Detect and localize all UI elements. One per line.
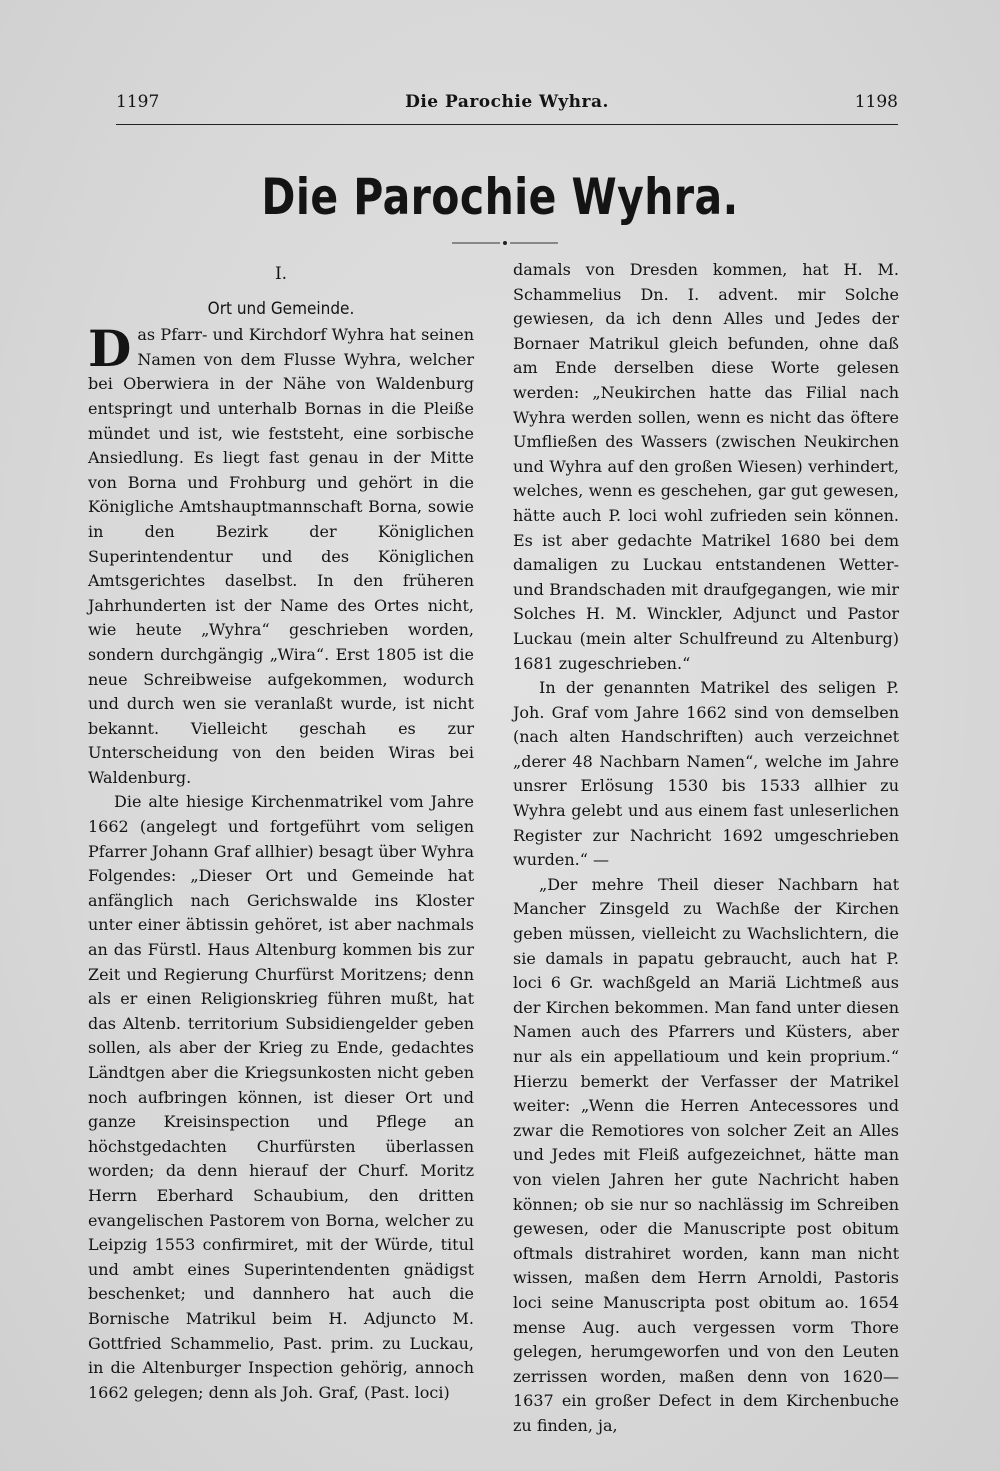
- running-header: [116, 92, 898, 120]
- page-number-left: 1197: [116, 92, 160, 112]
- section-number: I.: [274, 264, 288, 284]
- paragraph: damals von Dresden kommen, hat H. M. Schammelius Dn. I. advent. mir Solche gewiesen, da ich denn Alles und Jedes der Bornaer Matrikul gleich befunden, ohne daß am Ende derselben diese Worte gelesen werden: „Neukirchen hatte das Filial nach Wyhra werden sollen, wenn es nicht das öftere Umfließen des Wassers (zwischen Neukirchen und Wyhra auf den großen Wiesen) verhindert, welches, wenn es geschehen, gar gut gewesen, hätte auch P. loci wohl zufrieden sein können. Es ist aber gedachte Matrikel 1680 bei dem damaligen zu Luckau entstandenen Wetter- und Brandschaden mit draufgegangen, wie mir Solches H. M. Winckler, Adjunct und Pastor Luckau (mein alter Schulfreund zu Altenburg) 1681 zugeschrieben.“: [513, 260, 899, 673]
- ornament-divider: [452, 240, 558, 246]
- section-heading: Ort und Gemeinde.: [207, 298, 355, 319]
- paragraph: In der genannten Matrikel des seligen P. Joh. Graf vom Jahre 1662 sind von demselben (nach alten Handschriften) auch verzeichnet „derer 48 Nachbarn Namen“, welche im Jahre unsrer Erlösung 1530 bis 1533 allhier zu Wyhra gelebt und aus einem fast unleserlichen Register zur Nachricht 1692 umgeschrieben wurden.“ —: [513, 678, 899, 870]
- paragraph: Die alte hiesige Kirchenmatrikel vom Jahre 1662 (angelegt und fortgeführt vom seligen Pfarrer Johann Graf allhier) besagt über Wyhra Folgendes: „Dieser Ort und Gemeinde hat anfänglich nach Gerichswalde ins Kloster unter einer äbtissin gehöret, ist aber nachmals an das Fürstl. Haus Altenburg kommen bis zur Zeit und Regierung Churfürst Moritzens; denn als er einen Religionskrieg führen mußt, hat das Altenb. territorium Subsidiengelder geben sollen, als aber der Krieg zu Ende, gedachtes Ländtgen aber die Kriegsunkosten nicht geben noch aufbringen können, ist dieser Ort und ganze Kreisinspection und Pflege an höchstgedachten Churfürsten überlassen worden; da denn hierauf der Churf. Moritz Herrn Eberhard Schaubium, den dritten evangelischen Pastorem von Borna, welcher zu Leipzig 1553 confirmiret, mit der Würde, titul und ambt eines Superintendenten gnädigst beschenket; und dannhero hat auch die Bornische Matrikul beim H. Adjuncto M. Gottfried Schammelio, Past. prim. zu Luckau, in die Altenburger Inspection gehörig, annoch 1662 gelegen; denn als Joh. Graf, (Past. loci): [88, 792, 474, 1402]
- right-column: [513, 258, 899, 1439]
- drop-cap: D: [88, 319, 132, 379]
- header-rule: [116, 124, 898, 125]
- left-column: [88, 258, 474, 1405]
- article-title: Die Parochie Wyhra.: [261, 168, 739, 226]
- page-number-right: 1198: [854, 92, 898, 112]
- paragraph: „Der mehre Theil dieser Nachbarn hat Mancher Zinsgeld zu Wachße der Kirchen geben müssen, vielleicht zu Wachslichtern, die sie damals in papatu gebraucht, auch hat P. loci 6 Gr. wachßgeld an Mariä Lichtmeß aus der Kirchen bekommen. Man fand unter diesen Namen auch des Pfarrers und Küsters, aber nur als ein appellatioum und kein proprium.“ Hierzu bemerkt der Verfasser der Matrikel weiter: „Wenn die Herren Antecessores und zwar die Remotiores von solcher Zeit an Alles und Jedes mit Fleiß aufgezeichnet, hätte man von vielen Jahren her gute Nachricht haben können; ob sie nur so nachlässig im Schreiben gewesen, oder die Manuscripte post obitum oftmals distrahiret worden, kann man nicht wissen, maßen dem Herrn Arnoldi, Pastoris loci seine Manuscripta post obitum ao. 1654 mense Aug. auch vergessen vorm Thore gelegen, herumgeworfen und von den Leuten zerrissen worden, maßen denn von 1620—1637 ein großer Defect in dem Kirchenbuche zu finden, ja,: [513, 874, 899, 1435]
- paragraph: [88, 319, 474, 790]
- paragraph-text: as Pfarr- und Kirchdorf Wyhra hat seinen Namen von dem Flusse Wyhra, welcher bei Oberwiera in der Nähe von Waldenburg entspringt und unterhalb Bornas in die Pleiße mündet und ist, wie feststeht, eine sorbische Ansiedlung. Es liegt fast genau in der Mitte von Borna und Frohburg und gehört in die Königliche Amtshauptmannschaft Borna, sowie in den Bezirk der Königlichen Superintendentur und des Königlichen Amtsgerichtes daselbst. In den früheren Jahrhunderten ist der Name des Ortes nicht, wie heute „Wyhra“ geschrieben worden, sondern durchgängig „Wira“. Erst 1805 ist die neue Schreibweise aufgekommen, wodurch und durch wen sie veranlaßt wurde, ist nicht bekannt. Vielleicht geschah es zur Unterscheidung von den beiden Wiras bei Waldenburg.: [88, 325, 474, 787]
- running-title: Die Parochie Wyhra.: [405, 92, 609, 112]
